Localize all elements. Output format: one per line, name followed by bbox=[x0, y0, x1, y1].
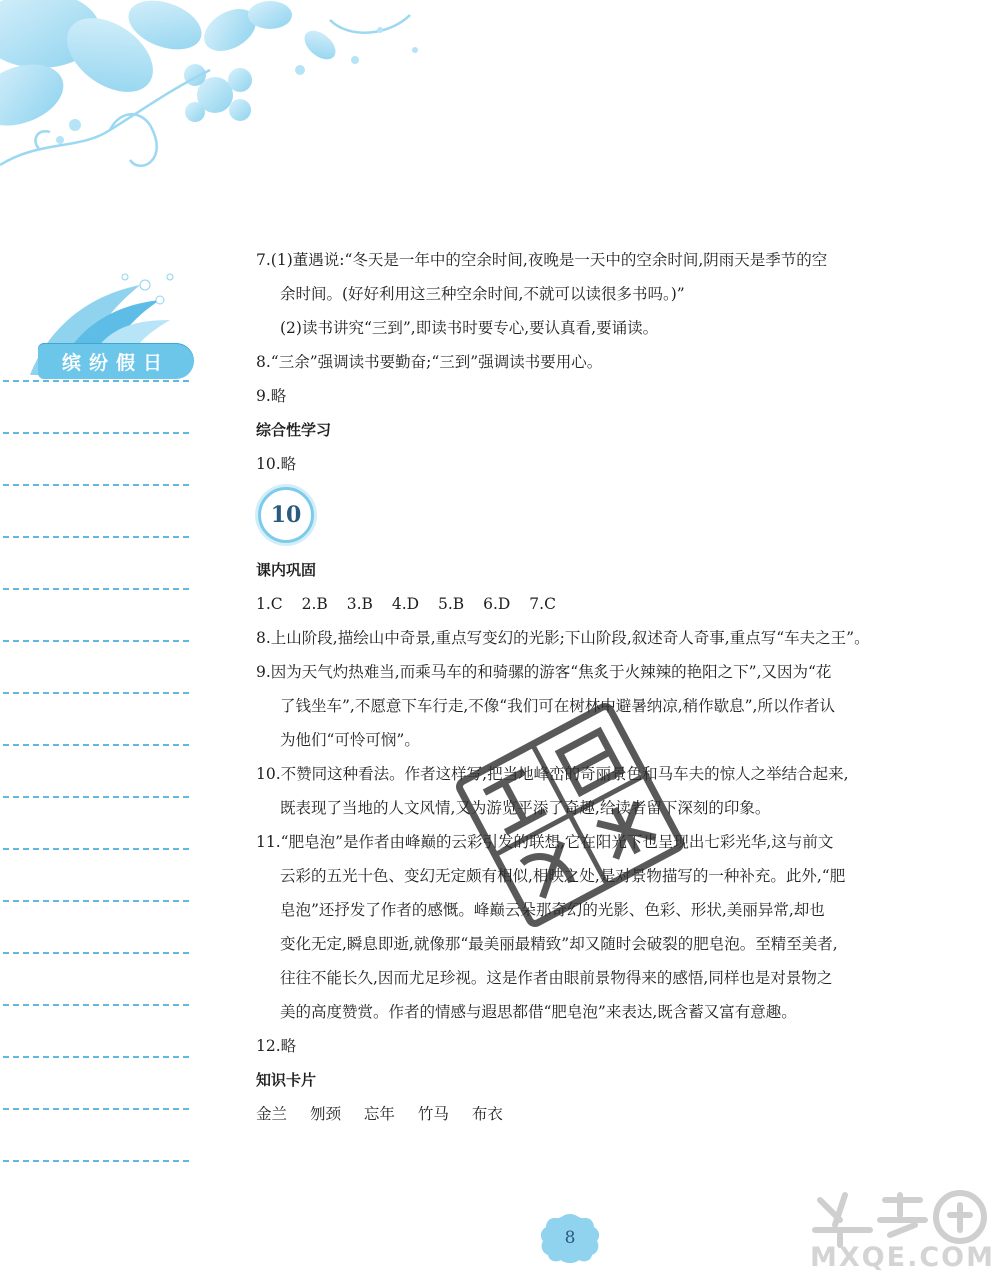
answer-q9b-line2: 了钱坐车”,不愿意下车行走,不像“我们可在树林中避暑纳凉,稍作歇息”,所以作者认 bbox=[280, 697, 835, 715]
answer-q12: 12.略 bbox=[256, 1037, 297, 1055]
note-lines bbox=[0, 380, 200, 1230]
answer-q7-1-line1: 7.(1)董遇说:“冬天是一年中的空余时间,夜晚是一天中的空余时间,阴雨天是季节的空 bbox=[256, 251, 828, 269]
answer-q10: 10.略 bbox=[256, 455, 297, 473]
note-line bbox=[3, 744, 189, 746]
card-term: 金兰 bbox=[256, 1105, 288, 1123]
note-line bbox=[3, 900, 189, 902]
card-term: 忘年 bbox=[363, 1105, 395, 1123]
answer-q7-1-line2: 余时间。(好好利用这三种空余时间,不就可以读很多书吗。)” bbox=[280, 285, 685, 303]
note-line bbox=[3, 484, 189, 486]
page-number: 8 bbox=[564, 1228, 576, 1248]
note-line bbox=[3, 692, 189, 694]
choice-answer: 2.B bbox=[301, 595, 328, 613]
answer-q8b: 8.上山阶段,描绘山中奇景,重点写变幻的光影;下山阶段,叙述奇人奇事,重点写“车夫之王”。 bbox=[256, 629, 870, 647]
answer-q7-2: (2)读书讲究“三到”,即读书时要专心,要认真看,要诵读。 bbox=[280, 319, 659, 337]
section-heading-inclass: 课内巩固 bbox=[256, 561, 317, 579]
answer-q8: 8.“三余”强调读书要勤奋;“三到”强调读书要用心。 bbox=[256, 353, 603, 371]
answer-q11-line3: 皂泡”还抒发了作者的感慨。峰巅云朵那奇幻的光影、色彩、形状,美丽异常,却也 bbox=[280, 901, 825, 919]
note-line bbox=[3, 848, 189, 850]
note-line bbox=[3, 796, 189, 798]
note-line bbox=[3, 536, 189, 538]
answer-q11-line5: 往往不能长久,因而尤足珍视。这是作者由眼前景物得来的感悟,同样也是对景物之 bbox=[280, 969, 833, 987]
answer-content bbox=[256, 243, 901, 1131]
page-number-badge bbox=[539, 1212, 601, 1264]
note-line bbox=[3, 640, 189, 642]
multiple-choice-answers bbox=[256, 587, 901, 621]
note-line bbox=[3, 380, 189, 382]
knowledge-cards bbox=[256, 1097, 901, 1131]
choice-answer: 6.D bbox=[483, 595, 511, 613]
section-heading-comprehensive: 综合性学习 bbox=[256, 421, 332, 439]
note-line bbox=[3, 1056, 189, 1058]
answer-q9b-line3: 为他们“可怜可悯”。 bbox=[280, 731, 420, 749]
note-line bbox=[3, 588, 189, 590]
section-heading-cards: 知识卡片 bbox=[256, 1071, 317, 1089]
choice-answer: 4.D bbox=[391, 595, 420, 613]
note-line bbox=[3, 1108, 189, 1110]
answer-q10b-line2: 既表现了当地的人文风情,又为游览平添了奇趣,给读者留下深刻的印象。 bbox=[280, 799, 771, 817]
card-term: 竹马 bbox=[417, 1105, 449, 1123]
answer-q11-line2: 云彩的五光十色、变幻无定颇有相似,相映之处,是对景物描写的一种补充。此外,“肥 bbox=[280, 867, 846, 885]
answer-q9b-line1: 9.因为天气灼热难当,而乘马车的和骑骡的游客“焦炙于火辣辣的艳阳之下”,又因为“花 bbox=[256, 663, 832, 681]
answer-q10b-line1: 10.不赞同这种看法。作者这样写,把当地峰峦的奇丽景色和马车夫的惊人之举结合起来, bbox=[256, 765, 849, 783]
answer-q11-line4: 变化无定,瞬息即逝,就像那“最美丽最精致”却又随时会破裂的肥皂泡。至精至美者, bbox=[280, 935, 838, 953]
card-term: 布衣 bbox=[471, 1105, 503, 1123]
note-line bbox=[3, 1160, 189, 1162]
unit-number: 10 bbox=[258, 487, 314, 543]
answer-q9: 9.略 bbox=[256, 387, 287, 405]
note-line bbox=[3, 1004, 189, 1006]
site-watermark-text: MXQE.COM bbox=[810, 1242, 995, 1273]
choice-answer: 1.C bbox=[256, 595, 283, 613]
unit-badge bbox=[256, 487, 901, 549]
floral-header-decoration bbox=[0, 0, 1000, 200]
card-term: 刎颈 bbox=[309, 1105, 341, 1123]
note-line bbox=[3, 952, 189, 954]
choice-answer: 3.B bbox=[346, 595, 373, 613]
answer-q11-line1: 11.“肥皂泡”是作者由峰巅的云彩引发的联想,它在阳光下也呈现出七彩光华,这与前文 bbox=[256, 833, 834, 851]
choice-answer: 7.C bbox=[529, 595, 556, 613]
answer-q11-line6: 美的高度赞赏。作者的情感与遐思都借“肥皂泡”来表达,既含蓄又富有意趣。 bbox=[280, 1003, 797, 1021]
sidebar-banner-label: 缤纷假日 bbox=[38, 343, 194, 379]
note-line bbox=[3, 432, 189, 434]
choice-answer: 5.B bbox=[438, 595, 465, 613]
